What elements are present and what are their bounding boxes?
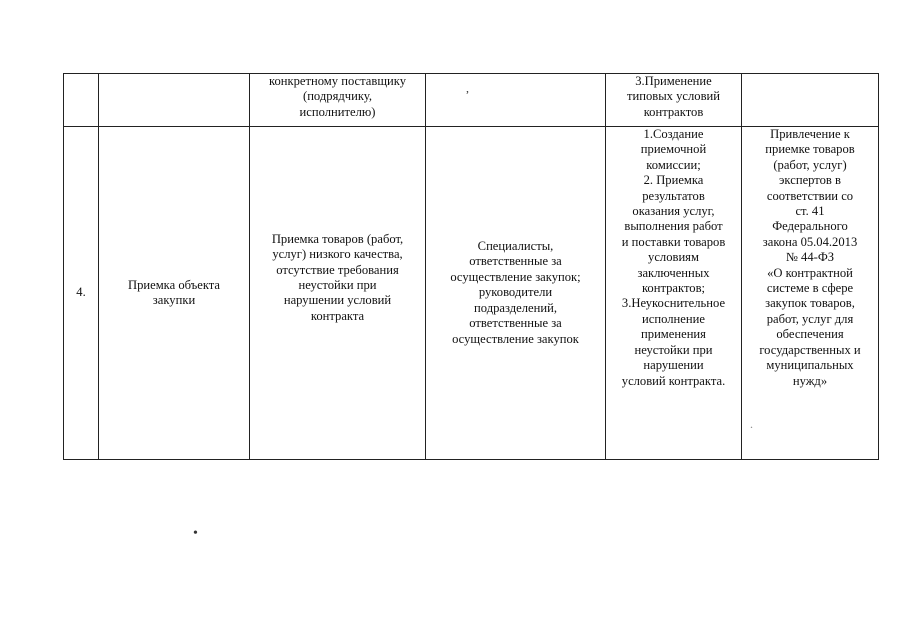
row-number: 4. [76,285,86,300]
row-number-cell [64,127,99,460]
basis-cell [742,127,879,460]
scan-speck: , [466,81,469,95]
procurement-object-cell [99,127,250,460]
table-row [64,74,879,127]
scan-speck: • [193,526,198,541]
measures-cell [606,127,742,460]
basis-cell [742,74,879,127]
scan-speck: . [750,417,753,431]
responsible-cell [426,74,606,127]
risk-cell [250,74,426,127]
procurement-object-cell [99,74,250,127]
measures-cell [606,74,742,127]
table-row [64,127,879,460]
basis-text: Привлечение к приемке товаров (работ, услуг) экспертов в соответствии со ст. 41 Федерального закона 05.04.2013 № 44-ФЗ «О контрактной системе в сфере закупок товаров, работ, услуг для обеспечения государственных и муниципальных нужд» [759,127,861,388]
risk-text: конкретному поставщику (подрядчику, исполнителю) [268,74,407,119]
measures-text: 1.Создание приемочной комиссии; 2. Приемка результатов оказания услуг, выполнения работ и поставки товаров условиям заключенных контрактов; 3.Неукоснительное исполнение применения неустойки при нарушении условий контракта. [621,127,726,388]
procurement-object: Приемка объекта закупки [127,277,221,307]
row-number-cell [64,74,99,127]
measures-text: 3.Применение типовых условий контрактов [626,74,721,119]
responsible-text: Специалисты, ответственные за осуществление закупок; руководители подразделений, ответственные за осуществление закупок [450,239,581,346]
risk-text: Приемка товаров (работ, услуг) низкого качества, отсутствие требования неустойки при нарушении условий контракта [271,231,404,323]
risk-table [63,73,879,460]
responsible-cell [426,127,606,460]
risk-cell [250,127,426,460]
